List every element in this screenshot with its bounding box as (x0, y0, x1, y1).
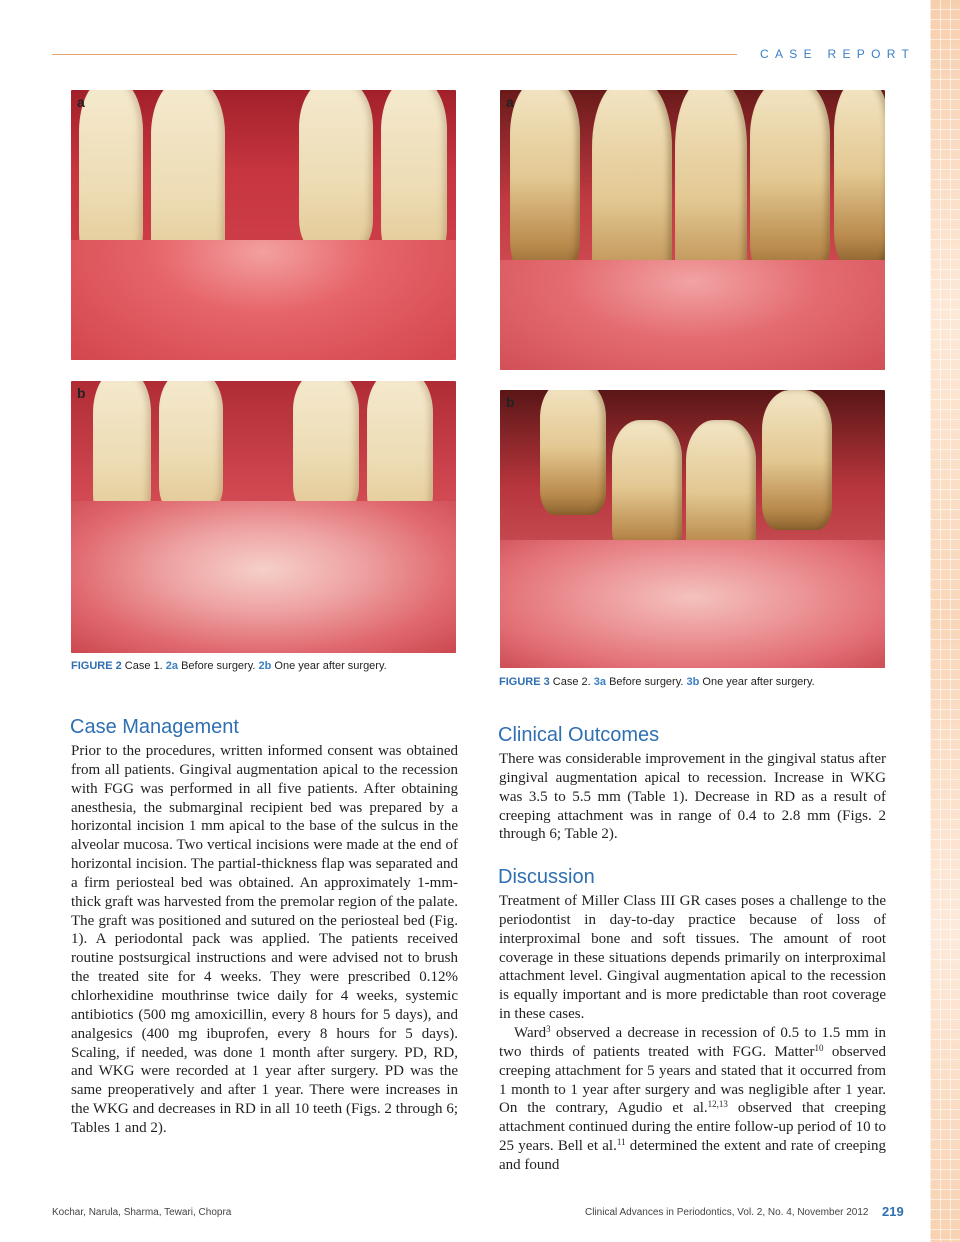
caption-text: Case 2. (549, 676, 594, 688)
panel-ref: 3b (686, 676, 700, 688)
tooth (750, 90, 830, 280)
citation: 11 (616, 1137, 626, 1148)
tooth (510, 90, 580, 275)
case-management-paragraph: Prior to the procedures, written informed consent was obtained from all patients. Gingival augmentation apical to the recession with FGG was performed in all five patients. After obtaining anesthesia, the submarginal recipient bed was prepared by a horizontal incision 1 mm apical to the base of the sulcus in the alveolar mucosa. Two vertical incisions were made at the end of horizontal incision. The partial-thickness flap was separated and a firm periosteal bed was obtained. An approximately 1-mm-thick graft was harvested from the premolar region of the palate. The graft was positioned and sutured on the periosteal bed (Fig. 1). A periodontal pack was applied. The patients received routine postsurgical instructions and were advised not to brush the treated site for 4 weeks. They were prescribed 0.12% chlorhexidine mouthrinse twice daily for 4 weeks, systemic antibiotics (500 mg amoxicillin, every 8 hours for 5 days), and analgesics (400 mg ibuprofen, every 8 hours for 5 days). Scaling, if needed, was done 1 month after surgery. PD, RD, and WKG were recorded at 1 year after surgery. PD was the same preoperatively and after 1 year. There were increases in the WKG and decreases in RD in all 10 teeth (Figs. 2 through 6; Tables 1 and 2). (71, 743, 458, 1136)
panel-letter: a (77, 94, 85, 110)
figure-2b-photo (71, 381, 456, 653)
clinical-outcomes-paragraph: There was considerable improvement in the gingival status after gingival augmentation apical to recession. Increase in WKG was 3.5 to 5.5 mm (Table 1). Decrease in RD as a result of creeping attachment was in range of 0.4 to 2.8 mm (Figs. 2 through 6; Table 2). (499, 751, 886, 843)
tooth (159, 381, 223, 511)
figure-3a-photo (500, 90, 885, 370)
panel-ref: 3a (593, 676, 607, 688)
discussion-heading: Discussion (498, 866, 595, 888)
panel-ref: 2b (258, 660, 272, 672)
gingiva-graft (71, 501, 456, 653)
tooth (834, 90, 885, 265)
tooth (93, 381, 151, 521)
caption-text: Before surgery. (606, 676, 687, 688)
citation: 12,13 (707, 1099, 728, 1110)
text-run: Ward (514, 1025, 547, 1041)
gingiva-graft (500, 540, 885, 668)
panel-letter: b (506, 394, 515, 410)
caption-text: Case 1. (121, 660, 166, 672)
tooth (299, 90, 373, 250)
discussion-paragraph-1: Treatment of Miller Class III GR cases poses a challenge to the periodontist in day-to-day practice because of loss of interproximal bone and soft tissues. The amount of root coverage in these situations depends primarily on interproximal attachment level. Gingival augmentation apical to the recession is equally important and is more predictable than root coverage in these cases. (499, 893, 886, 1023)
tooth (612, 420, 682, 555)
decorative-mosaic-strip (930, 0, 960, 1242)
panel-letter: a (506, 94, 514, 110)
figure-3b-photo (500, 390, 885, 668)
text-run: determined the extent and rate of creeping and found (499, 1138, 887, 1173)
clinical-outcomes-heading: Clinical Outcomes (498, 724, 660, 746)
text-run: observed a decrease in recession of 0.5 to 1.5 mm in two thirds of patients treated with FGG. Matter (499, 1025, 886, 1060)
tooth (762, 390, 832, 530)
gingiva (500, 260, 885, 370)
tooth (367, 381, 433, 521)
header-rule (52, 54, 737, 55)
citation: 3 (546, 1024, 551, 1034)
caption-text: One year after surgery. (699, 676, 815, 688)
figure-2a-photo (71, 90, 456, 360)
page-number: 219 (882, 1204, 904, 1219)
discussion-paragraph-2 (499, 1024, 886, 1175)
gingiva (71, 240, 456, 360)
text-run: observed creeping attachment for 5 years and stated that it occurred from 1 month to 1 year after surgery and was negligible after 1 year. On the contrary, Agudio et al. (499, 1043, 886, 1117)
figure-2-caption (71, 660, 387, 672)
section-label: CASE REPORT (760, 47, 916, 61)
text-run: observed that creeping attachment continued during the entire follow-up period of 10 to 25 years. Bell et al. (499, 1100, 887, 1155)
panel-ref: 2a (165, 660, 179, 672)
citation: 10 (814, 1042, 824, 1053)
figure-label: FIGURE 3 (499, 676, 550, 688)
tooth (79, 90, 143, 265)
caption-text: One year after surgery. (271, 660, 387, 672)
tooth (381, 90, 447, 260)
caption-text: Before surgery. (178, 660, 259, 672)
figure-3-caption (499, 676, 815, 688)
tooth (540, 390, 606, 515)
footer-journal: Clinical Advances in Periodontics, Vol. 2, No. 4, November 2012 (585, 1207, 869, 1218)
footer-authors: Kochar, Narula, Sharma, Tewari, Chopra (52, 1207, 232, 1218)
panel-letter: b (77, 385, 86, 401)
figure-label: FIGURE 2 (71, 660, 122, 672)
case-management-heading: Case Management (70, 716, 239, 738)
tooth (293, 381, 359, 511)
